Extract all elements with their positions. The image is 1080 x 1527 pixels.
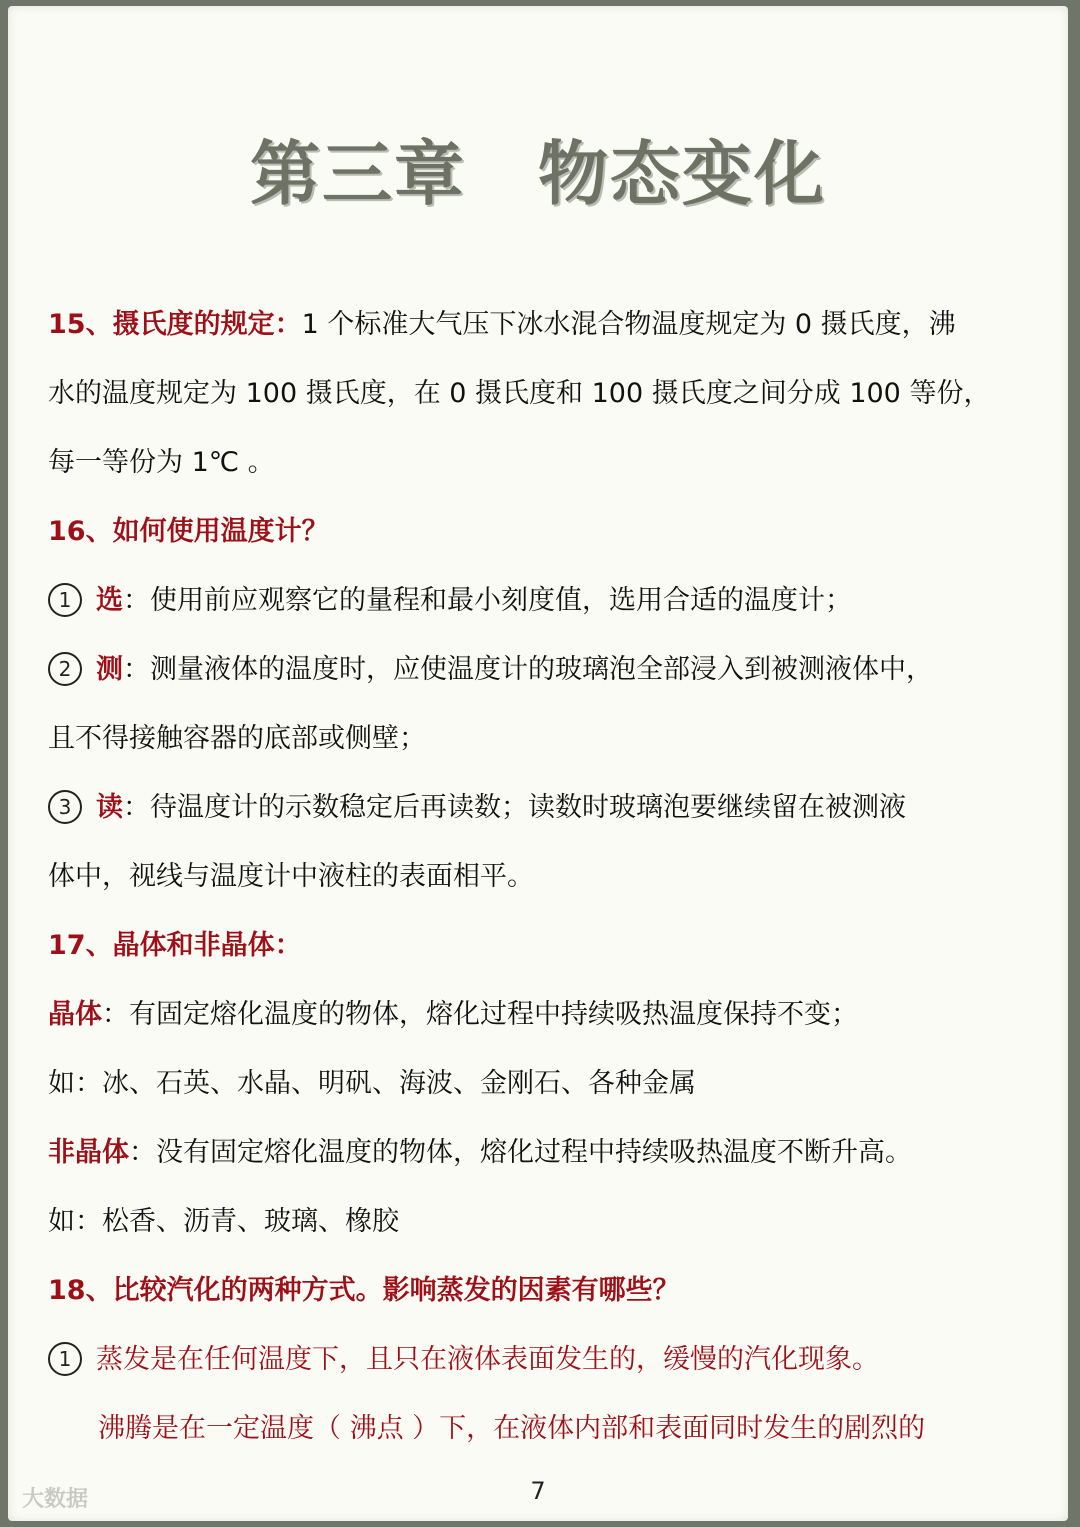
watermark-logo: 大数据 bbox=[22, 1487, 89, 1512]
item-1-text: ：使用前应观察它的量程和最小刻度值，选用合适的温度计； bbox=[123, 585, 852, 616]
page-content bbox=[48, 290, 1058, 1463]
circled-number-2: 2 bbox=[48, 652, 82, 686]
section-16-item-3-continued: 体中，视线与温度计中液柱的表面相平。 bbox=[48, 861, 534, 892]
section-15-line-3: 每一等份为 1℃ 。 bbox=[48, 447, 275, 478]
crystal-examples-text: ：冰、石英、水晶、明矾、海波、金刚石、各种金属 bbox=[75, 1068, 696, 1099]
amorphous-text: ：没有固定熔化温度的物体，熔化过程中持续吸热温度不断升高。 bbox=[129, 1137, 912, 1168]
amorphous-examples-text: ：松香、沥青、玻璃、橡胶 bbox=[75, 1206, 399, 1237]
section-18-heading: 18、比较汽化的两种方式。影响蒸发的因素有哪些？ bbox=[48, 1275, 680, 1306]
crystal-text: ：有固定熔化温度的物体，熔化过程中持续吸热温度保持不变； bbox=[102, 999, 858, 1030]
circled-number-1: 1 bbox=[48, 583, 82, 617]
document-page bbox=[8, 6, 1068, 1521]
section-15-line-2: 水的温度规定为 100 摄氏度，在 0 摄氏度和 100 摄氏度之间分成 100 等份， bbox=[48, 378, 991, 409]
amorphous-examples bbox=[48, 1187, 1058, 1256]
circled-number-1-s18: 1 bbox=[48, 1342, 82, 1376]
item-1-label: 选 bbox=[96, 585, 123, 616]
amorphous-examples-label: 如 bbox=[48, 1206, 75, 1237]
section-16-item-2-continued: 且不得接触容器的底部或侧壁； bbox=[48, 723, 426, 754]
chapter-title: 第三章 物态变化 bbox=[250, 133, 826, 215]
amorphous-definition bbox=[48, 1118, 1058, 1187]
item-3-label: 读 bbox=[96, 792, 123, 823]
crystal-examples bbox=[48, 1049, 1058, 1118]
circled-number-3: 3 bbox=[48, 790, 82, 824]
section-16-item-2 bbox=[48, 635, 1058, 704]
amorphous-label: 非晶体 bbox=[48, 1137, 129, 1168]
crystal-examples-label: 如 bbox=[48, 1068, 75, 1099]
section-18-item-1-continued: 沸腾是在一定温度（ 沸点 ）下，在液体内部和表面同时发生的剧烈的 bbox=[98, 1413, 926, 1444]
item-2-label: 测 bbox=[96, 654, 123, 685]
crystal-label: 晶体 bbox=[48, 999, 102, 1030]
item-3-text: ：待温度计的示数稳定后再读数；读数时玻璃泡要继续留在被测液 bbox=[123, 792, 906, 823]
s18-item-1-text: 蒸发是在任何温度下，且只在液体表面发生的，缓慢的汽化现象。 bbox=[96, 1344, 879, 1375]
section-16-item-3 bbox=[48, 773, 1058, 842]
section-18-item-1 bbox=[48, 1325, 1058, 1394]
section-15-line-1 bbox=[48, 290, 1058, 359]
section-15-heading: 15、摄氏度的规定： bbox=[48, 309, 302, 340]
page-number: 7 bbox=[530, 1477, 546, 1505]
item-2-text: ：测量液体的温度时，应使温度计的玻璃泡全部浸入到被测液体中， bbox=[123, 654, 933, 685]
section-16-item-1 bbox=[48, 566, 1058, 635]
section-16-heading: 16、如何使用温度计？ bbox=[48, 516, 329, 547]
crystal-definition bbox=[48, 980, 1058, 1049]
section-15-text-1: 1 个标准大气压下冰水混合物温度规定为 0 摄氏度，沸 bbox=[301, 309, 956, 340]
section-17-heading: 17、晶体和非晶体： bbox=[48, 930, 302, 961]
